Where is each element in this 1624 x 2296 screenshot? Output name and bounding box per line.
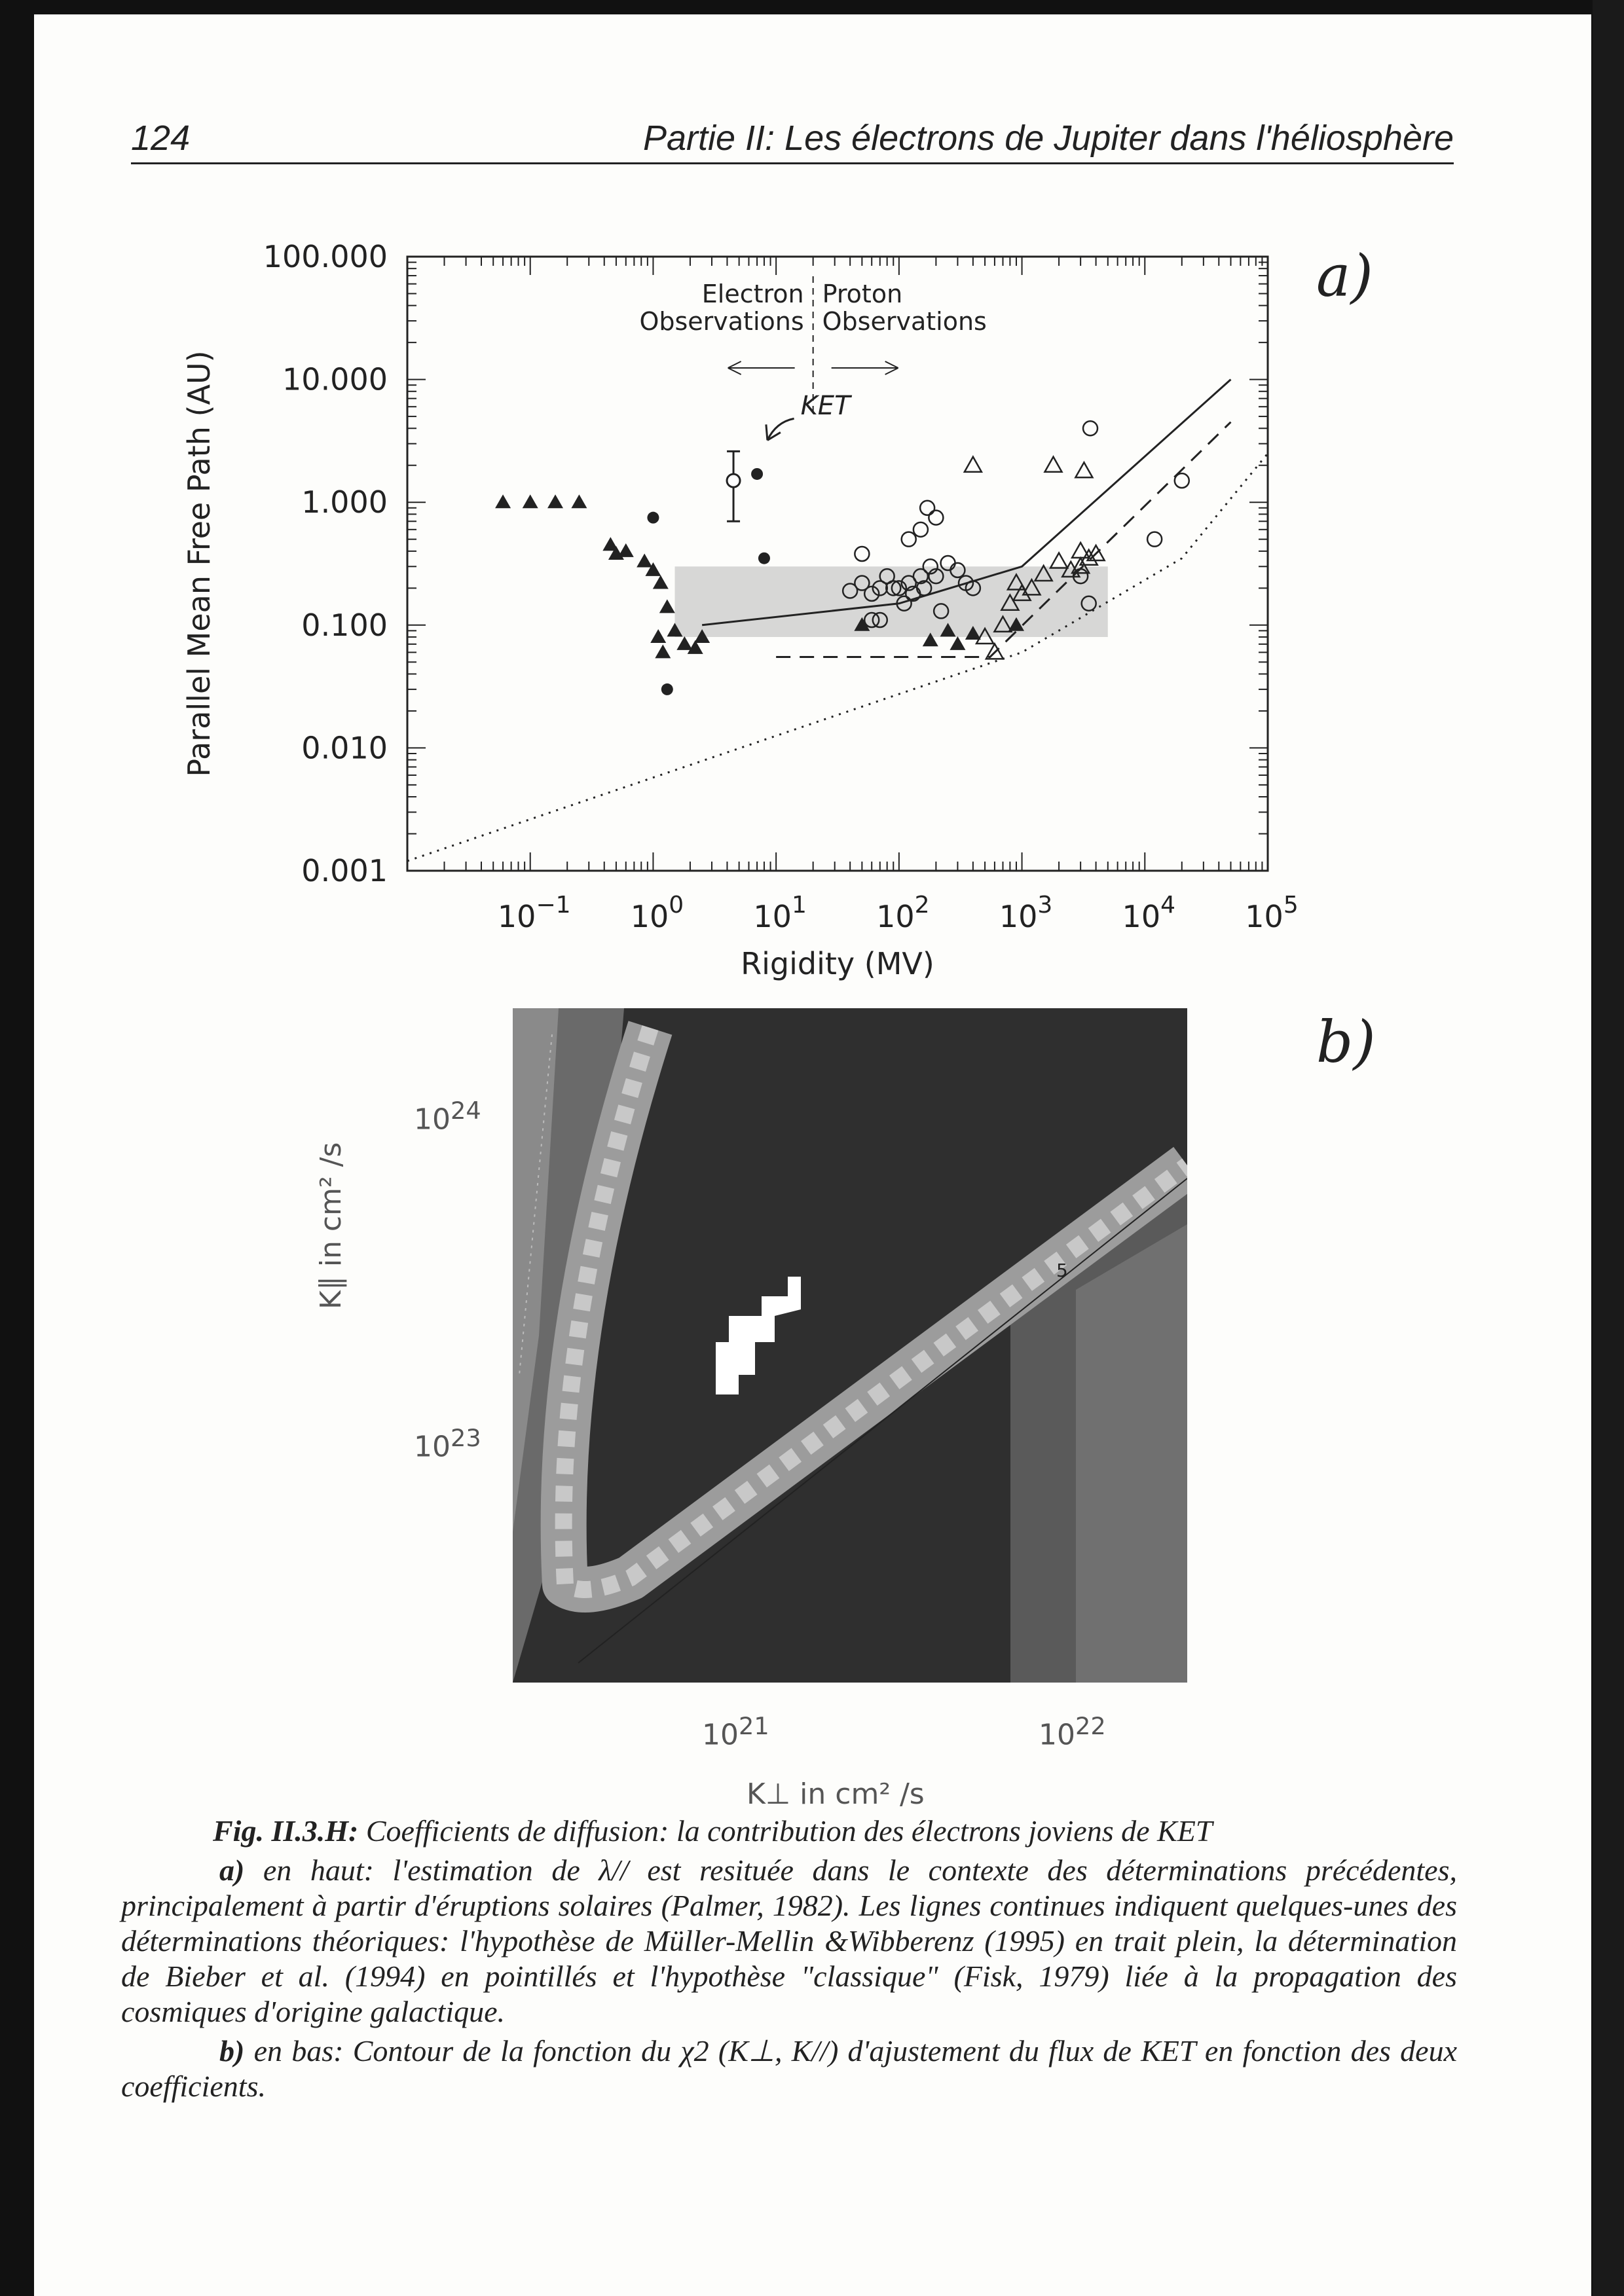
- annotation-proton-obs: Observations: [822, 307, 987, 336]
- x-tick-1e22: $10^{22}$: [1039, 1712, 1106, 1752]
- caption-b-text: en bas: Contour de la fonction du χ2 (K⊥, K//) d'ajustement du flux de KET en fonction des deux coefficients.: [121, 2034, 1457, 2103]
- scan-border: [1593, 0, 1624, 2296]
- caption-part-b: [121, 2033, 1457, 2104]
- data-point-filled-triangle: [495, 494, 511, 508]
- panel-label-a: a): [1316, 242, 1373, 310]
- data-point-open-circle: [929, 511, 943, 525]
- data-point-filled-triangle: [659, 599, 675, 613]
- caption-fig-label: Fig. II.3.H:: [213, 1814, 359, 1848]
- data-point-filled-triangle: [655, 644, 671, 658]
- caption-part-a: [121, 1853, 1457, 2030]
- arrow-left: [728, 361, 795, 374]
- data-point-open-triangle: [1075, 462, 1092, 477]
- x-tick-label: $10^4$: [1122, 892, 1176, 934]
- data-point-filled-triangle: [547, 494, 563, 508]
- x-tick-label: $10^1$: [753, 892, 807, 934]
- y-tick-label: 0.001: [301, 853, 388, 888]
- caption-b-label: b): [219, 2034, 245, 2068]
- data-point-open-circle: [902, 532, 916, 547]
- data-point-open-triangle: [1050, 553, 1067, 568]
- error-bar-point: [727, 474, 740, 487]
- shaded-band: [674, 566, 1107, 637]
- y-tick-1e24: $10^{24}$: [414, 1097, 481, 1137]
- x-tick-1e21: $10^{21}$: [702, 1712, 769, 1752]
- y-tick-label: 100.000: [263, 242, 388, 274]
- data-point-filled-triangle: [950, 636, 965, 650]
- data-point-filled-triangle: [650, 629, 666, 643]
- x-tick-label: $10^3$: [999, 892, 1053, 934]
- page-number: 124: [131, 118, 191, 158]
- x-tick-label: $10^2$: [876, 892, 930, 934]
- chart-a: [177, 242, 1329, 995]
- data-point-filled-triangle: [637, 554, 652, 568]
- y-tick-label: 1.000: [301, 484, 388, 520]
- panel-label-b: b): [1316, 1008, 1376, 1076]
- x-tick-label: $10^{-1}$: [497, 892, 571, 934]
- data-point-filled-triangle: [571, 494, 587, 508]
- y-tick-label: 0.010: [301, 730, 388, 766]
- data-point-open-circle: [1147, 532, 1162, 547]
- contour-label: 5: [1056, 1260, 1068, 1281]
- data-point-filled-triangle: [676, 636, 692, 650]
- data-point-open-circle: [920, 501, 934, 515]
- data-point-open-triangle: [1044, 457, 1061, 472]
- annotation-electron: Electron: [701, 280, 804, 308]
- y-tick-label: 10.000: [282, 361, 388, 397]
- data-point-open-circle: [913, 522, 928, 537]
- caption-a-label: a): [219, 1853, 245, 1887]
- data-point-filled-circle: [661, 683, 673, 695]
- data-point-filled-circle: [751, 468, 763, 480]
- heatmap-x-label: K⊥ in cm² /s: [747, 1777, 925, 1811]
- x-tick-label: $10^5$: [1245, 892, 1299, 934]
- plot-frame: [407, 257, 1268, 871]
- heatmap-y-label: K∥ in cm² /s: [314, 1142, 348, 1309]
- caption-fig-title: Coefficients de diffusion: la contribution des électrons joviens de KET: [365, 1814, 1213, 1848]
- data-point-filled-triangle: [523, 494, 538, 508]
- annotation-proton: Proton: [822, 280, 903, 308]
- caption-a-text: en haut: l'estimation de λ// est resituée dans le contexte des déterminations précédentes, principalement à partir d'éruptions solaires (Palmer, 1982). Les lignes continues indiquent quelques-unes des déterminations théoriques: l'hypothèse de Müller-Mellin &Wibberenz (1995) en trait plein, la détermination de Bieber et al. (1994) en pointillés et l'hypothèse "classique" (Fisk, 1979) liée à la propagation des cosmiques d'origine galactique.: [121, 1853, 1458, 2028]
- data-point-filled-circle: [758, 553, 770, 564]
- annotation-electron-obs: Observations: [639, 307, 804, 336]
- y-tick-label: 0.100: [301, 607, 388, 643]
- data-point-open-circle: [1175, 473, 1189, 488]
- header-rule: [131, 162, 1454, 164]
- data-point-filled-triangle: [653, 575, 669, 589]
- y-axis-label: Parallel Mean Free Path (AU): [181, 350, 217, 777]
- x-axis-label: Rigidity (MV): [741, 946, 934, 981]
- y-tick-1e23: $10^{23}$: [414, 1424, 481, 1464]
- arrow-right: [832, 361, 898, 374]
- x-tick-label: $10^0$: [630, 892, 684, 934]
- heatmap-right-edge: [1076, 1224, 1187, 1683]
- caption-title: [121, 1813, 1457, 1849]
- chi2-contour-map: [513, 1008, 1187, 1683]
- annotation-ket: KET: [800, 390, 851, 421]
- data-point-open-circle: [855, 547, 869, 561]
- figure-caption: [121, 1813, 1457, 2108]
- data-point-filled-circle: [647, 512, 659, 524]
- data-point-open-circle: [1083, 421, 1098, 435]
- data-point-open-triangle: [965, 457, 982, 472]
- running-title: Partie II: Les électrons de Jupiter dans l'héliosphère: [642, 118, 1454, 158]
